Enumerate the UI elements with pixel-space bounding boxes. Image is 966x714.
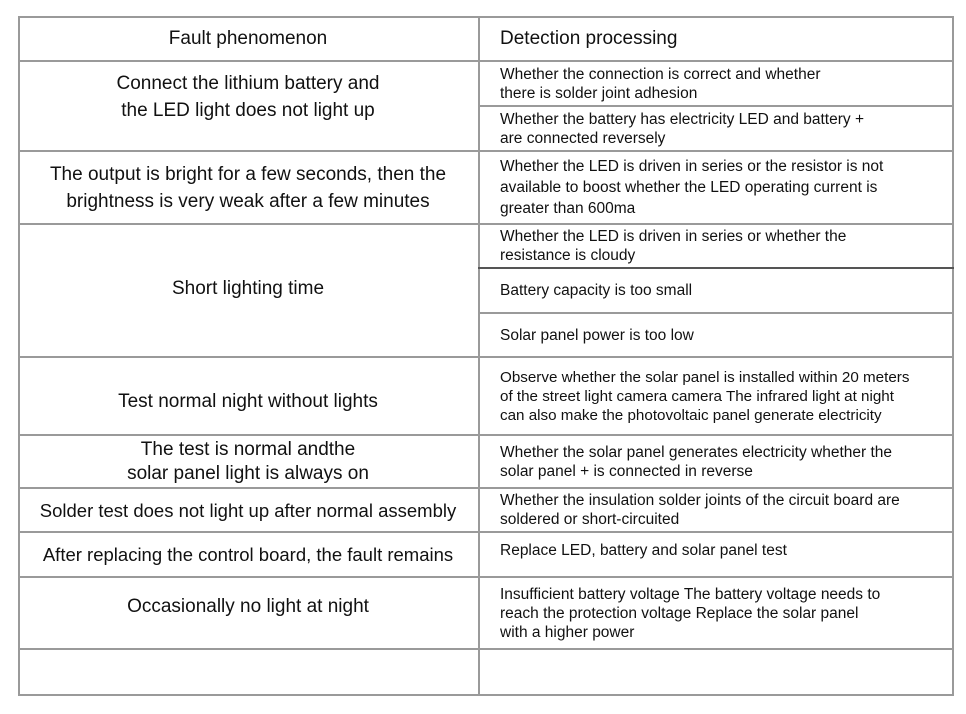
fault-cell-empty	[18, 650, 478, 694]
fault-text: Occasionally no light at night	[127, 595, 369, 617]
header-fault-phenomenon	[18, 18, 478, 60]
detection-text: Whether the insulation solder joints of the circuit board are soldered or short-circuited	[500, 492, 900, 528]
header-fault-label: Fault phenomenon	[168, 28, 328, 49]
fault-detection-table	[18, 16, 954, 696]
header-detection-label: Detection processing	[500, 28, 678, 49]
detection-cell	[480, 152, 952, 223]
detection-cell	[480, 358, 952, 434]
detection-text: Observe whether the solar panel is installed within 20 meters of the street light camera camera The infrared light at night can also make the photovoltaic panel generate electricity	[500, 368, 910, 424]
fault-text: Test normal night without lights	[118, 390, 378, 412]
fault-text: The test is normal andthe solar panel light is always on	[127, 438, 369, 484]
detection-text: Whether the LED is driven in series or the resistor is not available to boost whether the LED operating current is greater than 600ma	[500, 158, 884, 217]
detection-text: Solar panel power is too low	[500, 326, 694, 344]
fault-cell	[18, 533, 478, 576]
fault-cell	[18, 152, 478, 223]
detection-text: Whether the LED is driven in series or whether the resistance is cloudy	[500, 228, 847, 264]
fault-text: Short lighting time	[171, 278, 325, 299]
fault-text: Solder test does not light up after normal assembly	[39, 499, 457, 521]
fault-cell	[18, 489, 478, 531]
detection-text: Whether the connection is correct and whether there is solder joint adhesion	[500, 65, 821, 102]
fault-text: Connect the lithium battery and the LED light does not light up	[116, 73, 380, 121]
detection-cell	[480, 107, 952, 150]
fault-cell	[18, 578, 478, 648]
fault-cell	[18, 225, 478, 356]
detection-cell	[480, 533, 952, 576]
fault-cell	[18, 358, 478, 434]
fault-text: The output is bright for a few seconds, then the brightness is very weak after a few minutes	[49, 163, 447, 212]
header-detection-processing	[480, 18, 952, 60]
detection-cell-empty	[480, 650, 952, 694]
detection-text: Insufficient battery voltage The battery voltage needs to reach the protection voltage Replace the solar panel with a higher power	[500, 585, 881, 641]
fault-text: After replacing the control board, the fault remains	[42, 544, 454, 565]
detection-cell	[480, 314, 952, 356]
detection-text: Whether the solar panel generates electricity whether the solar panel + is connected in reverse	[500, 443, 893, 480]
detection-cell	[480, 225, 952, 267]
table-border-bottom	[18, 694, 954, 696]
detection-text: Battery capacity is too small	[500, 282, 693, 299]
detection-cell	[480, 62, 952, 105]
detection-text: Whether the battery has electricity LED and battery + are connected reversely	[500, 110, 865, 147]
fault-cell	[18, 436, 478, 487]
detection-cell	[480, 436, 952, 487]
detection-cell	[480, 269, 952, 312]
detection-text: Replace LED, battery and solar panel test	[500, 542, 787, 559]
detection-cell	[480, 578, 952, 648]
detection-cell	[480, 489, 952, 531]
fault-cell	[18, 62, 478, 150]
